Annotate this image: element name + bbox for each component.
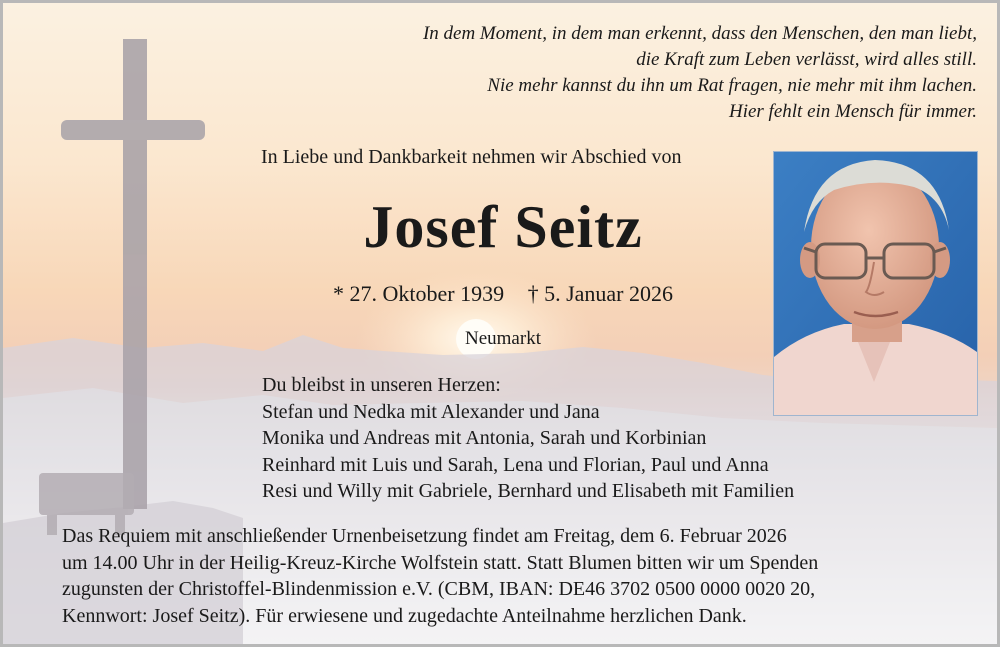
life-dates [273, 281, 733, 307]
mourners-line: Reinhard mit Luis und Sarah, Lena und Florian, Paul und Anna [262, 453, 769, 476]
deceased-name: Josef Seitz [363, 194, 643, 260]
verse-line: Nie mehr kannst du ihn um Rat fragen, nie mehr mit ihm lachen. [487, 75, 977, 96]
mourners-line: Stefan und Nedka mit Alexander und Jana [262, 400, 600, 423]
funeral-notice [62, 523, 818, 629]
notice-line: Das Requiem mit anschließender Urnenbeisetzung findet am Freitag, dem 6. Februar 2026 [62, 525, 787, 547]
death-date: † 5. Januar 2026 [527, 281, 673, 306]
memorial-verse [423, 21, 977, 125]
mourners-line: Resi und Willy mit Gabriele, Bernhard und Elisabeth mit Familien [262, 480, 795, 502]
notice-line: zugunsten der Christoffel-Blindenmission e.V. (CBM, IBAN: DE46 3702 0500 0000 0020 20, [62, 578, 816, 600]
verse-line: die Kraft zum Leben verlässt, wird alles still. [636, 49, 977, 70]
birth-date: * 27. Oktober 1939 [332, 281, 505, 306]
portrait-illustration [774, 152, 977, 415]
notice-line: Kennwort: Josef Seitz). Für erwiesene und zugedachte Anteilnahme herzlichen Dank. [62, 604, 747, 627]
mourners-line: Monika und Andreas mit Antonia, Sarah und Korbinian [262, 427, 707, 449]
mourners-list [262, 372, 794, 505]
notice-line: um 14.00 Uhr in der Heilig-Kreuz-Kirche Wolfstein statt. Statt Blumen bitten wir um Spenden [62, 551, 819, 574]
verse-line: Hier fehlt ein Mensch für immer. [728, 101, 977, 122]
verse-line: In dem Moment, in dem man erkennt, dass den Menschen, den man liebt, [422, 23, 977, 44]
hometown: Neumarkt [465, 328, 541, 349]
farewell-intro: In Liebe und Dankbarkeit nehmen wir Abschied von [261, 146, 682, 168]
mourners-line: Du bleibst in unseren Herzen: [262, 374, 501, 396]
portrait-photo [773, 151, 978, 416]
